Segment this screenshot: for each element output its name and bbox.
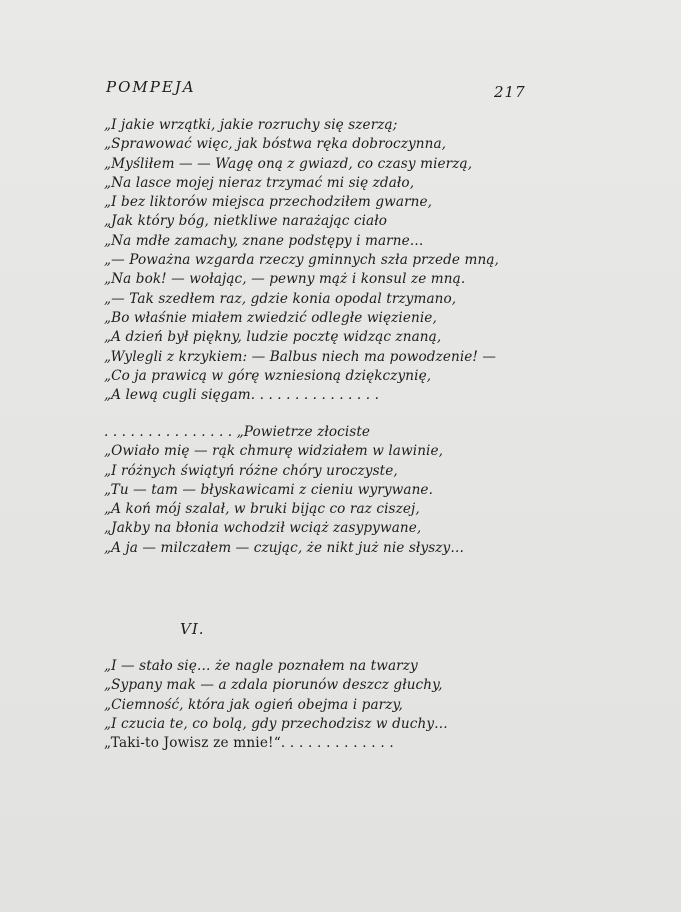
- verse-line: „I czucia te, co bolą, gdy przechodzisz w duchy…: [104, 715, 448, 732]
- verse-line: „Tu — tam — błyskawicami z cieniu wyrywane.: [104, 481, 433, 498]
- stanza-1: [104, 116, 499, 405]
- verse-line: „Co ja prawicą w górę wzniesioną dziękczynię,: [104, 367, 432, 384]
- verse-line: „— Poważna wzgarda rzeczy gminnych szła przede mną,: [104, 252, 499, 269]
- page-number: 217: [494, 83, 526, 101]
- verse-line: „Jak który bóg, nietkliwe narażając ciało: [104, 213, 388, 230]
- verse-line: „A koń mój szalał, w bruki bijąc co raz ciszej,: [104, 501, 420, 518]
- verse-line: „A lewą cugli sięgam. . . . . . . . . . . . . . .: [104, 387, 379, 404]
- verse-line: „Wylegli z krzykiem: — Balbus niech ma powodzenie! —: [104, 348, 497, 365]
- verse-line: „A ja — milczałem — czując, że nikt już nie słyszy…: [104, 539, 465, 556]
- section-number: VI.: [180, 620, 205, 638]
- verse-line: „Ciemność, która jak ogień obejma i parzy,: [104, 696, 403, 713]
- verse-line: „I bez liktorów miejsca przechodziłem gwarne,: [104, 194, 433, 211]
- verse-line: „A dzień był piękny, ludzie pocztę widząc znaną,: [104, 329, 442, 346]
- verse-line: „Taki-to Jowisz ze mnie!“. . . . . . . . . . . . .: [104, 735, 394, 752]
- verse-line: „Na mdłe zamachy, znane podstępy i marne…: [104, 232, 424, 249]
- verse-line: „Sypany mak — a zdala piorunów deszcz głuchy,: [104, 677, 443, 694]
- verse-line: „Na lasce mojej nieraz trzymać mi się zdało,: [104, 174, 415, 191]
- verse-line: „Sprawować więc, jak bóstwa ręka dobroczynna,: [104, 136, 447, 153]
- stanza-2: [104, 423, 464, 558]
- verse-line: . . . . . . . . . . . . . . . „Powietrze złociste: [104, 424, 371, 440]
- verse-line: „I jakie wrzątki, jakie rozruchy się szerzą;: [104, 117, 398, 133]
- verse-line: „— Tak szedłem raz, gdzie konia opodal trzymano,: [104, 290, 457, 307]
- verse-line: „Owiało mię — rąk chmurę widziałem w lawinie,: [104, 443, 444, 460]
- verse-line: „Jakby na błonia wchodził wciąż zasypywane,: [104, 520, 422, 537]
- verse-line: „I — stało się… że nagle poznałem na twarzy: [104, 658, 418, 674]
- verse-line: „Bo właśnie miałem zwiedzić odległe więzienie,: [104, 309, 437, 326]
- running-head-title: POMPEJA: [106, 78, 196, 96]
- verse-line: „Na bok! — wołając, — pewny mąż i konsul ze mną.: [104, 271, 466, 288]
- verse-line: „I różnych świątyń różne chóry uroczyste,: [104, 462, 398, 479]
- verse-line: „Myśliłem — — Wagę oną z gwiazd, co czasy mierzą,: [104, 155, 473, 172]
- stanza-3: [104, 657, 448, 753]
